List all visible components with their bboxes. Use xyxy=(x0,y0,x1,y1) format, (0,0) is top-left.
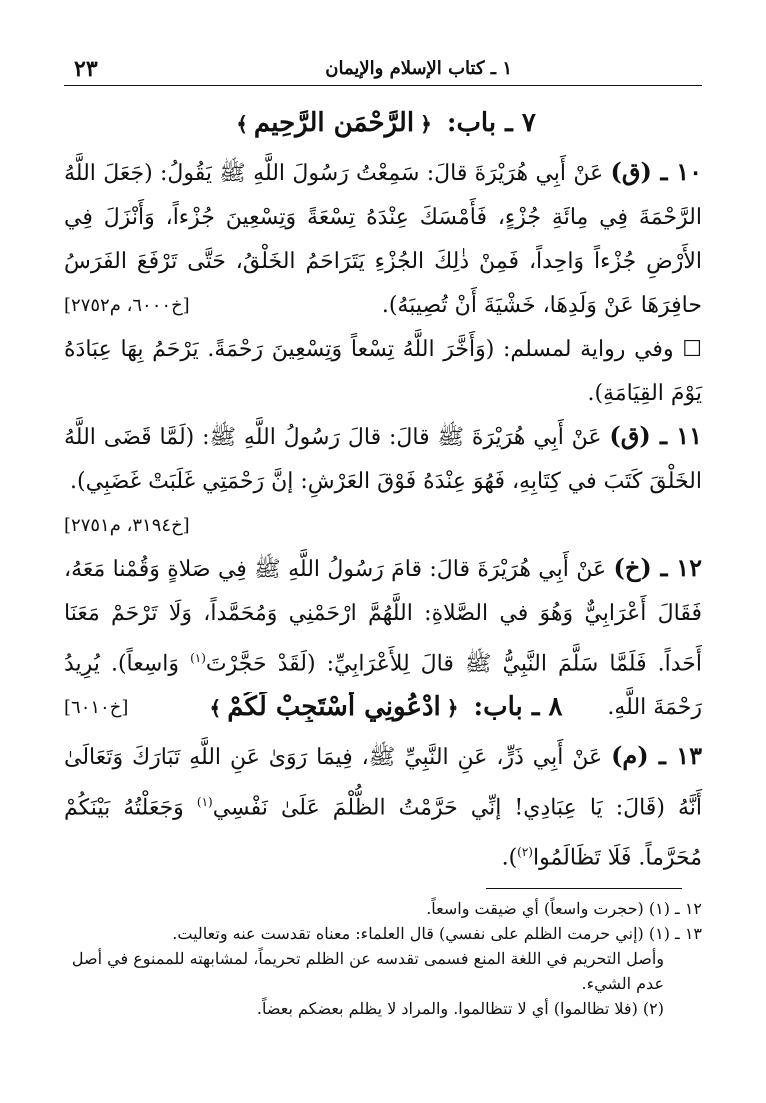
footnote-separator xyxy=(486,888,682,889)
footnote-lead: (٢) xyxy=(642,999,664,1018)
footnote-lead: ١٣ ـ (١) xyxy=(648,924,702,943)
hadith-10 xyxy=(64,150,702,416)
hadith-number: ١٢ ـ (خ) xyxy=(613,553,702,582)
chapter-label: ٧ ـ باب: xyxy=(446,108,536,138)
footnote-continuation xyxy=(64,946,664,996)
chapter-heading-8 xyxy=(64,692,702,722)
hadith-reference: [خ٦٠٠٠، م٢٧٥٢] xyxy=(64,295,190,316)
hadith-text-continued: وَاسِعاً). يُرِيدُ رَحْمَةَ اللَّهِ. xyxy=(64,651,702,721)
footnote-marker: (١) xyxy=(196,795,213,809)
running-header xyxy=(64,52,702,86)
ornament-icon: ﴿ xyxy=(420,112,432,136)
hadith-13 xyxy=(64,734,702,881)
ornament-icon: ﴿ xyxy=(446,696,459,720)
hadith-number: ١٠ ـ (ق) xyxy=(610,157,703,186)
hadith-reference: [خ٣١٩٤، م٢٧٥١] xyxy=(64,515,190,536)
chapter-quote: ادْعُونِي أَسْتَجِبْ لَكُمْ xyxy=(227,692,441,722)
hadith-text: عَنْ أَبِي هُرَيْرَةَ قالَ: سَمِعْتُ رَسُولَ اللَّهِ ﷺ يَقُولُ: (جَعَلَ اللَّهُ الرَّحْمَةَ فِي مِائَةِ جُزْءٍ، فَأَمْسَكَ عِنْدَهُ تِسْعَةً وَتِسْعِينَ جُزْءاً، وَأَنْزَلَ فِي الأَرْضِ جُزْءاً وَاحِداً، فَمِنْ ذٰلِكَ الجُزْءِ يَتَرَاحَمُ الخَلْقُ، حَتَّى تَرْفَعَ الفَرَسُ حافِرَهَا عَنْ وَلَدِهَا، خَشْيَةَ أَنْ تُصِيبَهُ). xyxy=(64,161,702,318)
footnote-marker: (٢) xyxy=(517,845,533,860)
footnote-marker: (١) xyxy=(190,651,206,665)
hadith-text: عَنْ أَبِي هُرَيْرَةَ قالَ: قامَ رَسُولُ اللَّهِ ﷺ فِي صَلاةٍ وَقُمْنا مَعَهُ، فَقَالَ أَعْرَابِيٌّ وَهُوَ في الصَّلاةِ: اللَّهُمَّ ارْحَمْنِي وَمُحَمَّداً، وَلَا تَرْحَمْ مَعَنَا أَحَداً. فَلَمَّا سَلَّمَ النَّبِيُّ ﷺ قالَ لِلأَعْرَابِيِّ: (لَقَدْ حَجَّرْتَ xyxy=(64,557,702,677)
page-number: ٢٣ xyxy=(74,56,98,82)
hadith-text-continued: وَجَعَلْتُهُ بَيْنَكُمْ مُحَرَّماً. فَلَا تَظَالَمُوا xyxy=(64,795,702,871)
footnote-text: (فلا تظالموا) أي لا تتظالموا. والمراد لا يظلم بعضكم بعضاً. xyxy=(256,999,638,1018)
hadith-text: عَنْ أَبِي هُرَيْرَةَ ﷺ قالَ: قالَ رَسُولُ اللَّهِ ﷺ: (لَمَّا قَضَى اللَّهُ الخَلْقَ كَتَبَ في كِتَابِهِ، فَهُوَ عِنْدَهُ فَوْقَ العَرْشِ: إنَّ رَحْمَتِي غَلَبَتْ غَضَبِي). xyxy=(64,425,702,494)
chapter-heading-7 xyxy=(64,108,702,138)
book-title: ١ ـ كتاب الإسلام والإيمان xyxy=(325,58,512,79)
ornament-icon: ﴾ xyxy=(236,112,248,136)
footnote xyxy=(64,896,702,921)
footnote xyxy=(64,996,664,1021)
hadith-reference: [خ٦٠١٠] xyxy=(64,697,129,719)
footnote xyxy=(64,921,702,946)
hadith-number: ١١ ـ (ق) xyxy=(609,421,702,450)
hadith-text-end: ). xyxy=(501,845,518,871)
ornament-icon: ﴾ xyxy=(209,696,222,720)
hadith-text: عَنْ أَبِي ذَرٍّ، عَنِ النَّبِيِّ ﷺ، فِيمَا رَوَىٰ عَنِ اللَّهِ تَبَارَكَ وَتَعَالَىٰ أَنَّهُ (قَالَ: يَا عِبَادِي! إنِّي حَرَّمْتُ الظُّلْمَ عَلَىٰ نَفْسِي xyxy=(64,745,702,821)
footnote-text: (إني حرمت الظلم على نفسي) قال العلماء: معناه تقدست عنه وتعاليت. xyxy=(172,924,644,943)
chapter-label: ٨ ـ باب: xyxy=(473,692,563,722)
footnotes xyxy=(64,896,702,1021)
footnote-text: (حجرت واسعاً) أي ضيقت واسعاً. xyxy=(426,899,644,918)
hadith-11 xyxy=(64,414,702,548)
header-rule xyxy=(64,85,702,86)
chapter-quote: الرَّحْمَنِ الرَّحِيمِ xyxy=(253,108,415,138)
footnote-lead: ١٢ ـ (١) xyxy=(648,899,702,918)
hadith-extra-narration: ☐ وفي رواية لمسلم: (وَأَخَّرَ اللَّهُ تِسْعاً وَتِسْعِينَ رَحْمَةً. يَرْحَمُ بِهَا عِبَادَهُ يَوْمَ القِيَامَةِ). xyxy=(64,337,702,406)
footnote-text: وأصل التحريم في اللغة المنع فسمى تقدسه عن الظلم تحريماً، لمشابهته للممنوع في أصل عدم الشيء. xyxy=(71,949,664,993)
hadith-number: ١٣ ـ (م) xyxy=(611,741,702,770)
